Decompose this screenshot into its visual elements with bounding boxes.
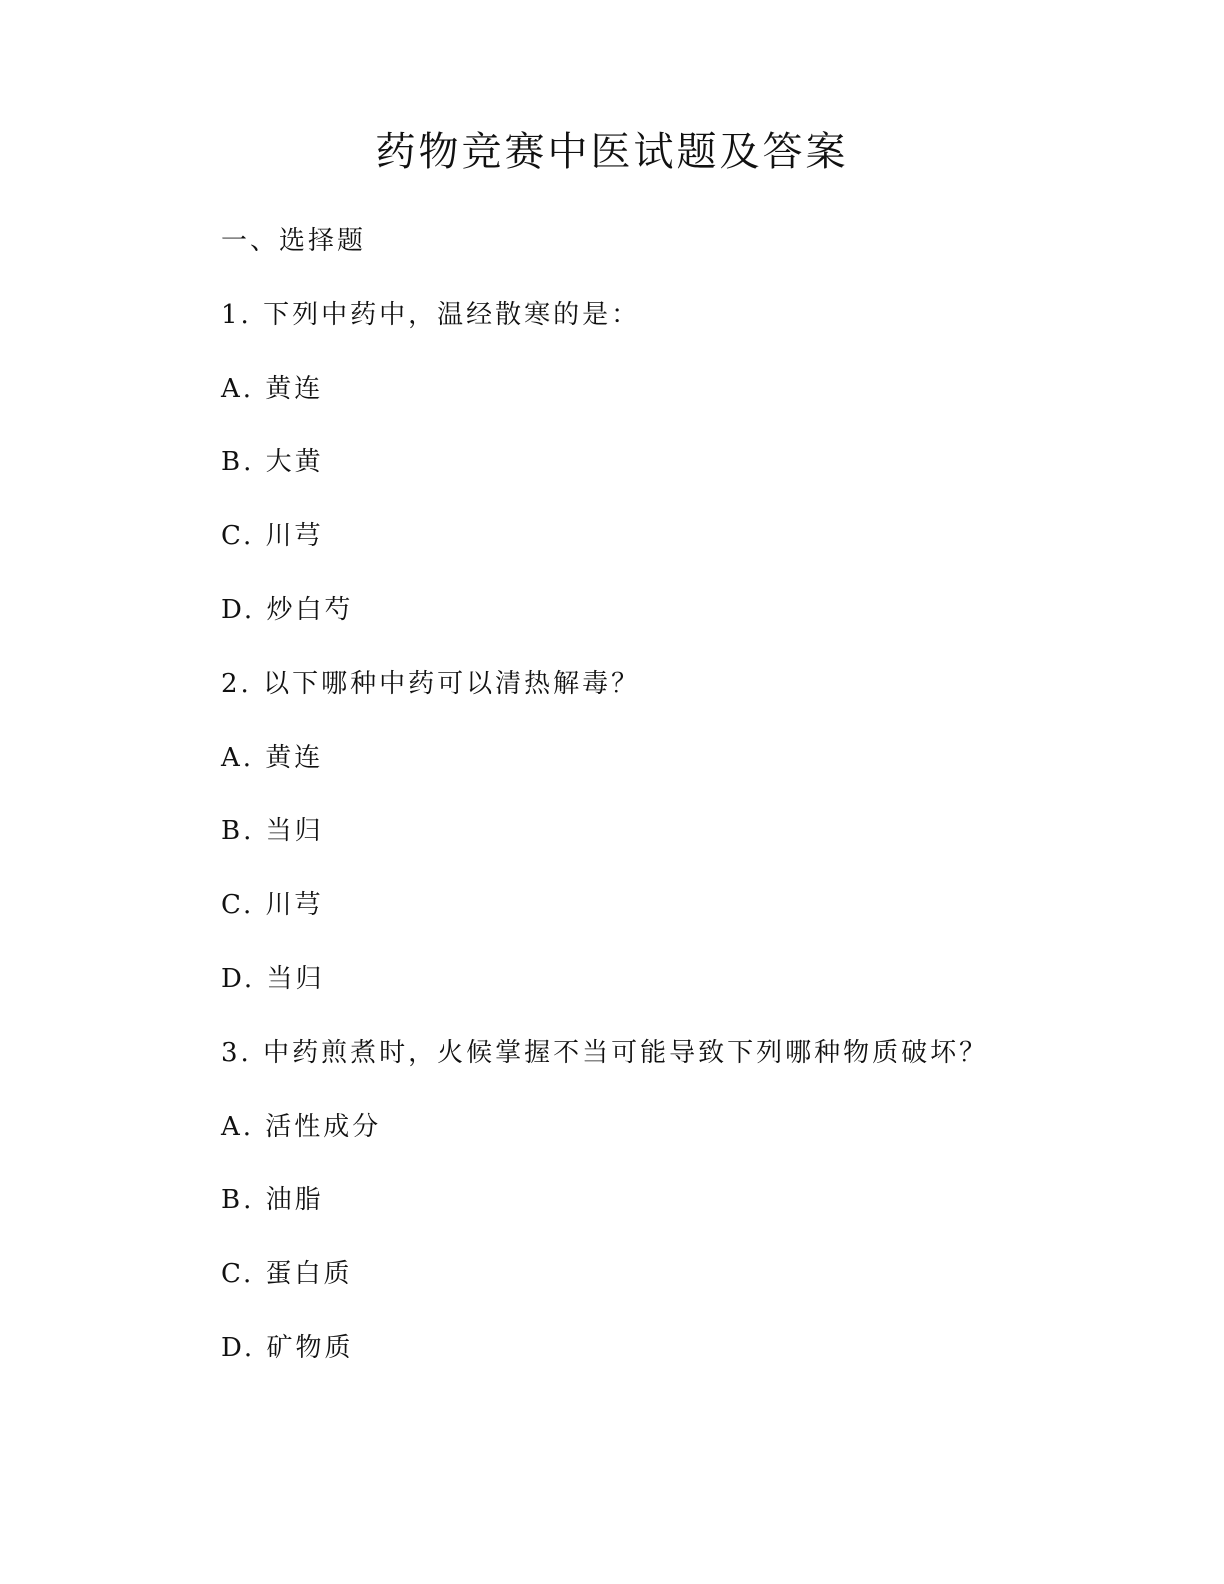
question-stem: 2. 以下哪种中药可以清热解毒？: [221, 668, 641, 699]
answer-option: D. 炒白芍: [221, 594, 354, 625]
answer-option: C. 蛋白质: [221, 1259, 353, 1290]
document-title: 药物竞赛中医试题及答案: [375, 129, 849, 175]
answer-option: D. 矿物质: [221, 1332, 354, 1363]
question-block: [221, 1031, 1121, 1370]
question-stem: 1. 下列中药中，温经散寒的是：: [221, 299, 641, 330]
answer-option: C. 川芎: [221, 890, 324, 921]
answer-option: A. 黄连: [221, 742, 324, 773]
question-stem: 3. 中药煎煮时，火候掌握不当可能导致下列哪种物质破坏？: [221, 1037, 989, 1068]
answer-option: B. 当归: [221, 816, 324, 847]
answer-option: A. 活性成分: [221, 1111, 382, 1142]
answer-option: C. 川芎: [221, 521, 324, 552]
document-body: [221, 219, 1121, 1400]
answer-option: D. 当归: [221, 963, 325, 994]
answer-option: A. 黄连: [221, 373, 324, 404]
answer-option: B. 油脂: [221, 1185, 324, 1216]
answer-option: B. 大黄: [221, 447, 324, 478]
question-block: [221, 293, 1121, 632]
question-block: [221, 662, 1121, 1001]
section-heading: 一、选择题: [221, 226, 367, 256]
